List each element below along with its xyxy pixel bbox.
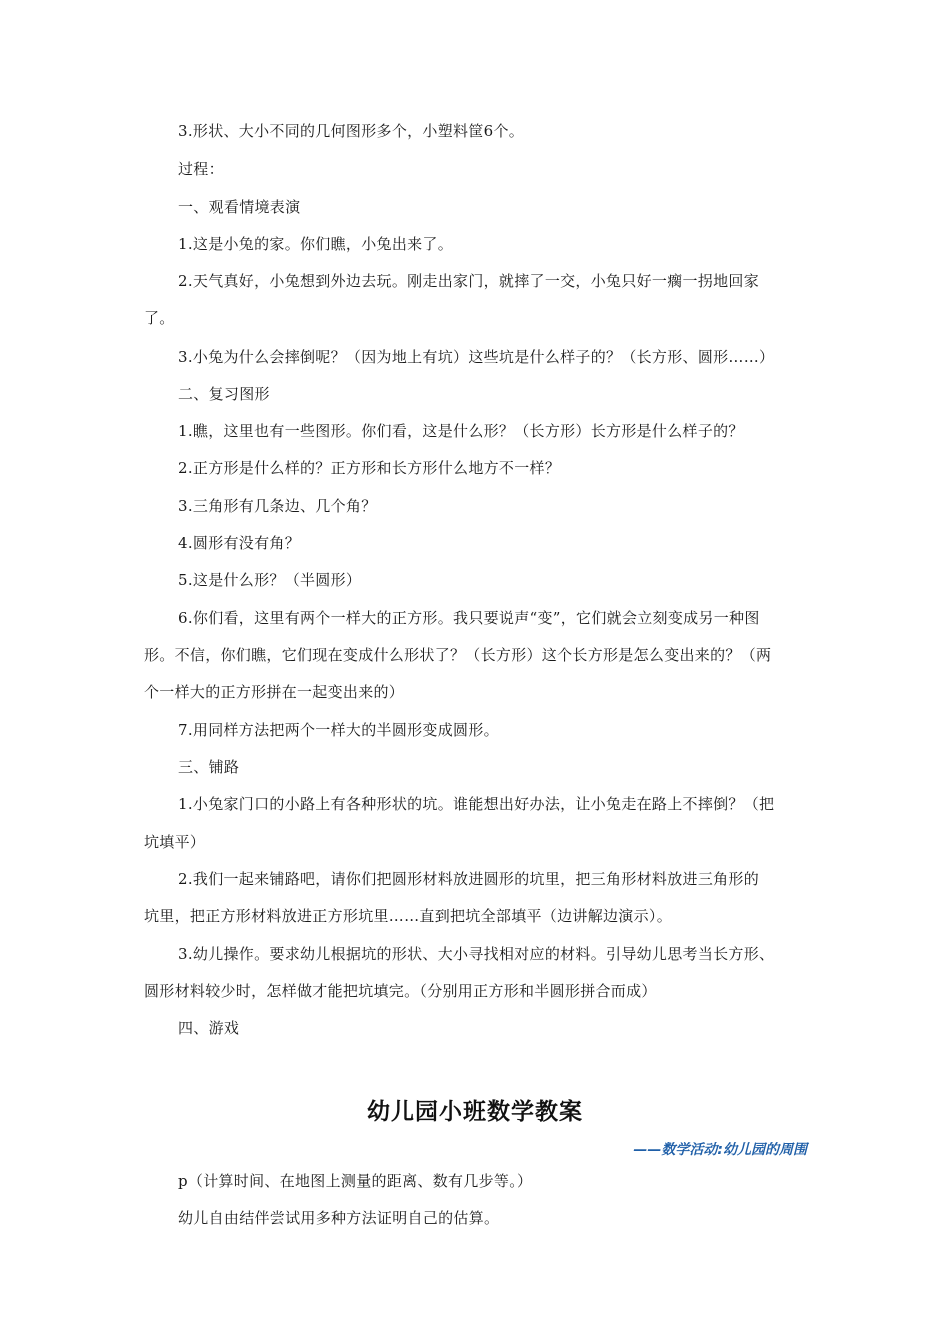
paragraph-line: 过程：: [178, 160, 224, 178]
paragraph-line: 3.小兔为什么会摔倒呢？（因为地上有坑）这些坑是什么样子的？（长方形、圆形……）: [178, 348, 775, 366]
section-heading: 一、观看情境表演: [178, 198, 301, 216]
section-heading: 二、复习图形: [178, 385, 270, 403]
paragraph-line: 6.你们看，这里有两个一样大的正方形。我只要说声“变”，它们就会立刻变成另一种图: [178, 609, 760, 627]
paragraph-line: 了。: [144, 309, 175, 327]
paragraph-line: p（计算时间、在地图上测量的距离、数有几步等。）: [178, 1172, 533, 1190]
paragraph-line: 1.这是小兔的家。你们瞧，小兔出来了。: [178, 235, 454, 253]
paragraph-line: 圆形材料较少时，怎样做才能把坑填完。（分别用正方形和半圆形拼合而成）: [144, 982, 657, 1000]
paragraph-line: 个一样大的正方形拼在一起变出来的）: [144, 683, 405, 701]
paragraph-line: 坑填平）: [144, 833, 206, 851]
paragraph-line: 坑里，把正方形材料放进正方形坑里……直到把坑全部填平（边讲解边演示）。: [144, 907, 673, 925]
paragraph-line: 3.形状、大小不同的几何图形多个，小塑料筐6个。: [178, 122, 525, 140]
paragraph-line: 3.幼儿操作。要求幼儿根据坑的形状、大小寻找相对应的材料。引导幼儿思考当长方形、: [178, 945, 775, 963]
paragraph-line: 2.天气真好，小兔想到外边去玩。刚走出家门，就摔了一交，小兔只好一瘸一拐地回家: [178, 272, 760, 290]
paragraph-line: 5.这是什么形？（半圆形）: [178, 571, 362, 589]
paragraph-line: 幼儿自由结伴尝试用多种方法证明自己的估算。: [178, 1209, 500, 1227]
paragraph-line: 7.用同样方法把两个一样大的半圆形变成圆形。: [178, 721, 499, 739]
section-heading: 三、铺路: [178, 758, 240, 776]
paragraph-line: 2.正方形是什么样的？正方形和长方形什么地方不一样？: [178, 459, 561, 477]
document-title: 幼儿园小班数学教案: [367, 1098, 583, 1125]
paragraph-line: 形。不信，你们瞧，它们现在变成什么形状了？（长方形）这个长方形是怎么变出来的？（两: [144, 646, 772, 664]
section-heading: 四、游戏: [178, 1019, 240, 1037]
document-subtitle: ——数学活动:幼儿园的周围: [633, 1142, 807, 1158]
paragraph-line: 2.我们一起来铺路吧，请你们把圆形材料放进圆形的坑里，把三角形材料放进三角形的: [178, 870, 760, 888]
paragraph-line: 1.瞧，这里也有一些图形。你们看，这是什么形？（长方形）长方形是什么样子的？: [178, 422, 744, 440]
paragraph-line: 4.圆形有没有角？: [178, 534, 301, 552]
paragraph-line: 3.三角形有几条边、几个角？: [178, 497, 377, 515]
paragraph-line: 1.小兔家门口的小路上有各种形状的坑。谁能想出好办法，让小兔走在路上不摔倒？（把: [178, 795, 775, 813]
